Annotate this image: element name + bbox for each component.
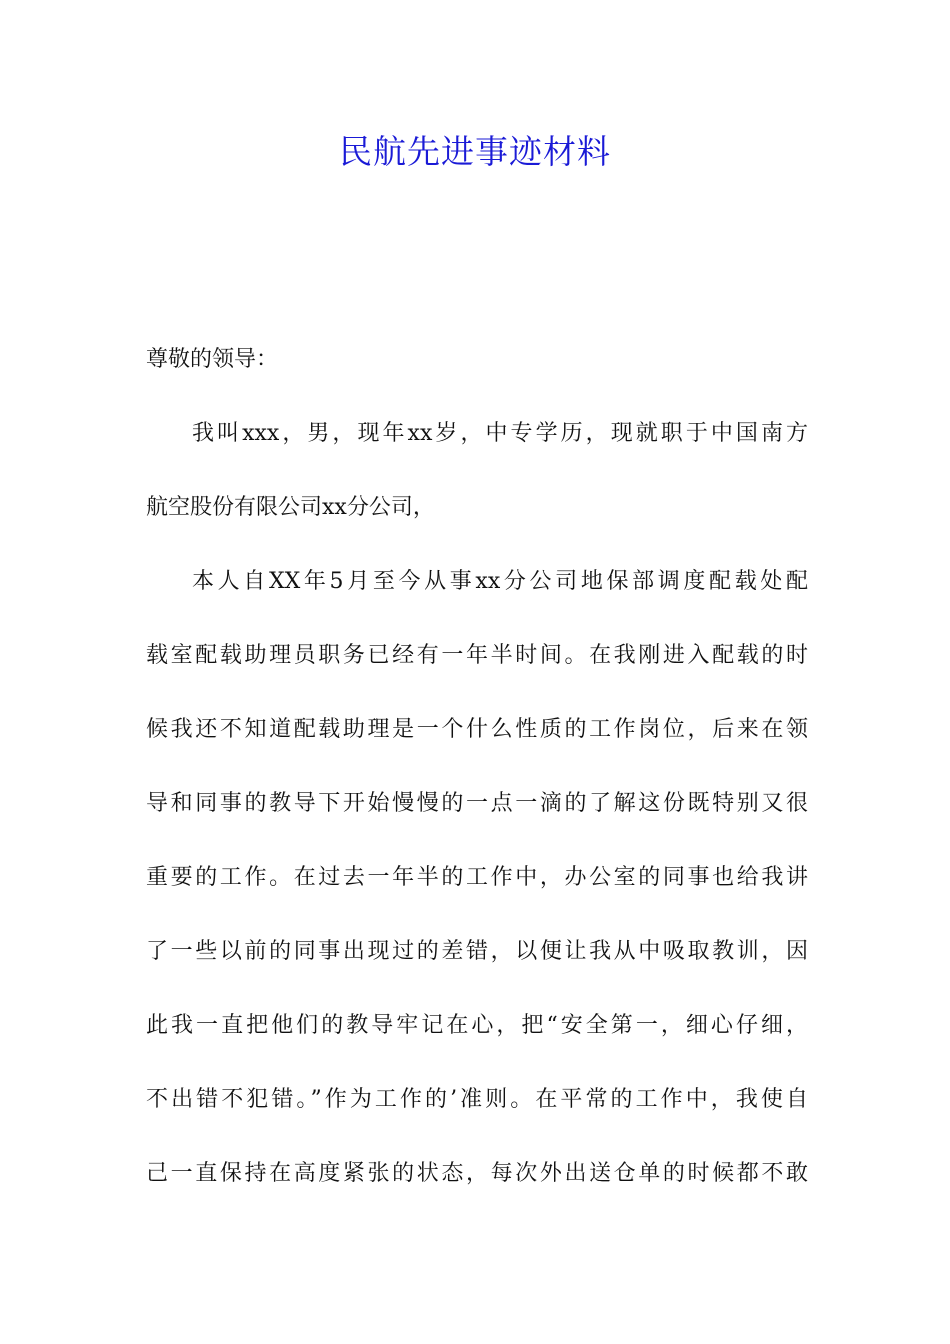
paragraph-line: 本人自XX年5月至今从事xx分公司地保部调度配载处配: [192, 569, 808, 594]
paragraph-line: 候我还不知道配载助理是一个什么性质的工作岗位，后来在领: [146, 717, 808, 742]
salutation: 尊敬的领导：: [146, 347, 279, 372]
paragraph-line: 了一些以前的同事出现过的差错，以便让我从中吸取教训，因: [146, 939, 808, 964]
document-body: [146, 340, 808, 1228]
paragraph-line: 重要的工作。在过去一年半的工作中，办公室的同事也给我讲: [146, 865, 808, 890]
document-title: 民航先进事迹材料: [339, 132, 611, 171]
paragraph-line: 此我一直把他们的教导牢记在心，把“安全第一，细心仔细，: [146, 1013, 808, 1038]
paragraph-line: 己一直保持在高度紧张的状态，每次外出送仓单的时候都不敢: [146, 1161, 808, 1186]
paragraph-line: 航空股份有限公司xx分公司，: [146, 495, 435, 520]
paragraph-line: 我叫xxx，男，现年xx岁，中专学历，现就职于中国南方: [192, 421, 808, 446]
paragraph-line: 不出错不犯错。”作为工作的’准则。在平常的工作中，我使自: [146, 1087, 808, 1112]
paragraph-line: 导和同事的教导下开始慢慢的一点一滴的了解这份既特别又很: [146, 791, 808, 816]
paragraph-line: 载室配载助理员职务已经有一年半时间。在我刚进入配载的时: [146, 643, 808, 668]
